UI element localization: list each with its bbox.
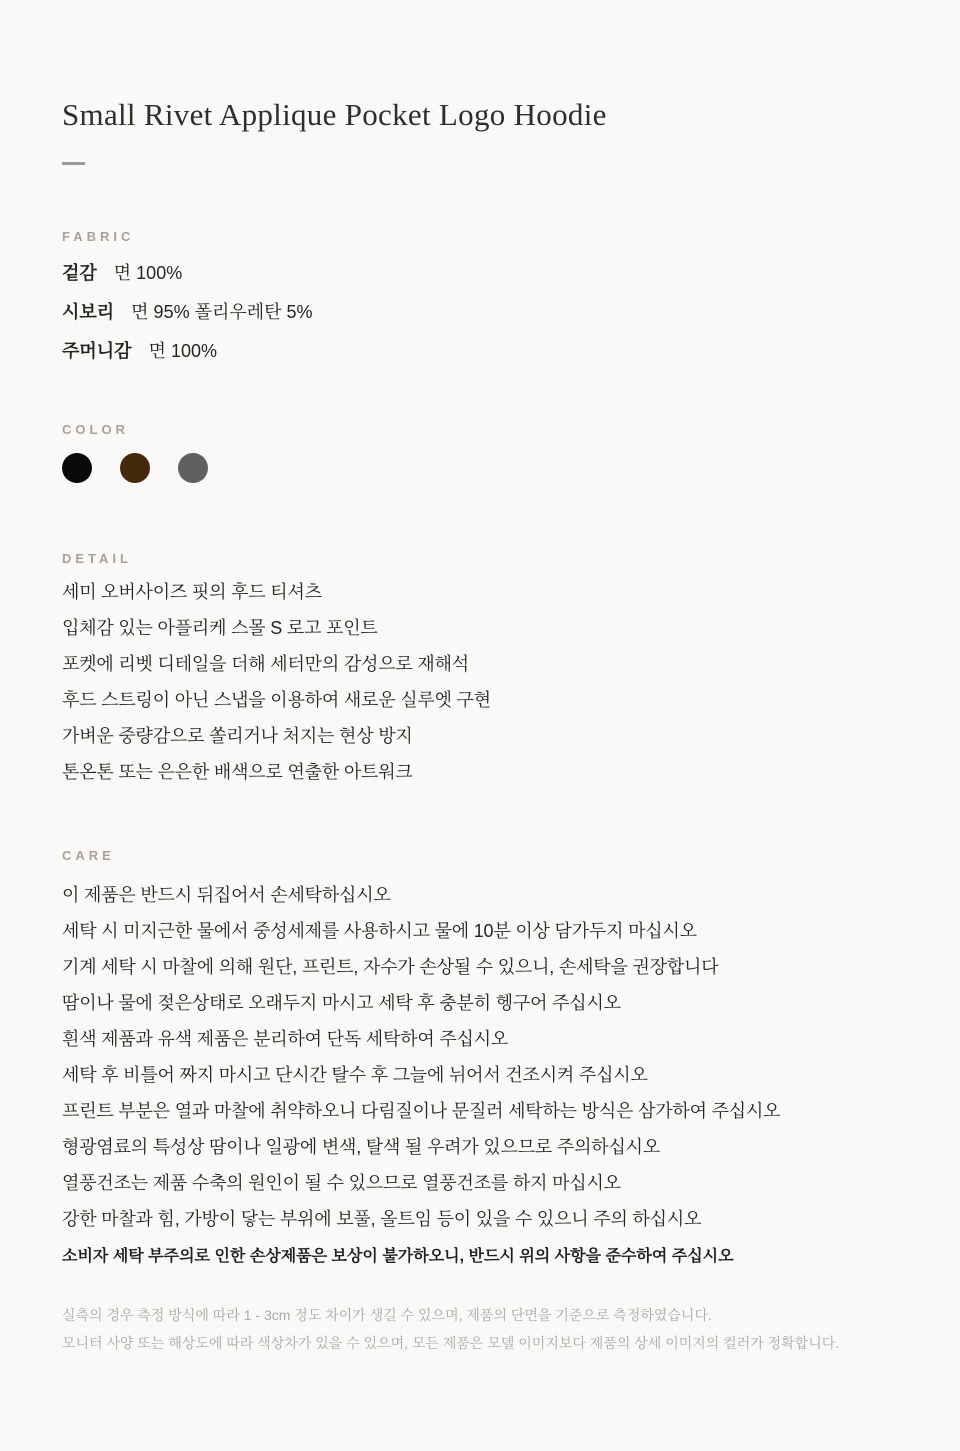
care-lines <box>62 877 898 1237</box>
footer-note-color-accuracy: 모니터 사양 또는 해상도에 따라 색상차가 있을 수 있으며, 모든 제품은 모델 이미지보다 제품의 상세 이미지의 컬러가 정확합니다. <box>62 1335 840 1351</box>
fabric-value: 면 100% <box>113 263 183 283</box>
color-swatch-brown <box>120 453 150 483</box>
care-heading: CARE <box>62 848 115 863</box>
care-line: 강한 마찰과 힘, 가방이 닿는 부위에 보풀, 올트임 등이 있을 수 있으니 주의 하십시오 <box>62 1209 702 1229</box>
detail-line: 후드 스트링이 아닌 스냅을 이용하여 새로운 실루엣 구현 <box>62 690 491 710</box>
color-swatch-gray <box>178 453 208 483</box>
care-line: 세탁 후 비틀어 짜지 마시고 단시간 탈수 후 그늘에 뉘어서 건조시켜 주십시오 <box>62 1065 648 1085</box>
care-line: 프린트 부분은 열과 마찰에 취약하오니 다림질이나 문질러 세탁하는 방식은 삼가하여 주십시오 <box>62 1101 781 1121</box>
color-heading: COLOR <box>62 422 129 437</box>
fabric-value: 면 95% 폴리우레탄 5% <box>131 302 313 322</box>
detail-heading: DETAIL <box>62 551 132 566</box>
color-swatch-row <box>62 453 898 483</box>
detail-line: 가벼운 중량감으로 쏠리거나 처지는 현상 방지 <box>62 726 413 746</box>
care-line: 열풍건조는 제품 수축의 원인이 될 수 있으므로 열풍건조를 하지 마십시오 <box>62 1173 621 1193</box>
care-line: 흰색 제품과 유색 제품은 분리하여 단독 세탁하여 주십시오 <box>62 1029 509 1049</box>
detail-line: 입체감 있는 아플리케 스몰 S 로고 포인트 <box>62 618 378 638</box>
care-line: 형광염료의 특성상 땀이나 일광에 변색, 탈색 될 우려가 있으므로 주의하십시오 <box>62 1137 661 1157</box>
fabric-row-ribbing <box>62 293 898 332</box>
fabric-section <box>62 229 898 371</box>
page-title: Small Rivet Applique Pocket Logo Hoodie <box>62 97 607 132</box>
fabric-value: 면 100% <box>148 341 217 361</box>
title-divider <box>62 162 85 165</box>
care-warning-note: 소비자 세탁 부주의로 인한 손상제품은 보상이 불가하오니, 반드시 위의 사항을 준수하여 주십시오 <box>62 1248 734 1265</box>
detail-line: 톤온톤 또는 은은한 배색으로 연출한 아트워크 <box>62 762 413 782</box>
fabric-heading: FABRIC <box>62 229 135 244</box>
fabric-row-outer <box>62 254 898 293</box>
fabric-rows <box>62 254 898 371</box>
color-section <box>62 422 898 483</box>
fabric-row-pocket <box>62 332 898 371</box>
fabric-label: 겉감 <box>62 263 97 283</box>
footer-note-measurement: 실측의 경우 측정 방식에 따라 1 - 3cm 정도 차이가 생길 수 있으며, 제품의 단면을 기준으로 측정하였습니다. <box>62 1307 712 1323</box>
care-section <box>62 848 898 1268</box>
care-line: 이 제품은 반드시 뒤집어서 손세탁하십시오 <box>62 885 391 905</box>
color-swatch-black <box>62 453 92 483</box>
care-line: 기계 세탁 시 마찰에 의해 원단, 프린트, 자수가 손상될 수 있으니, 손세탁을 권장합니다 <box>62 957 719 977</box>
fabric-label: 주머니감 <box>62 341 132 361</box>
fabric-label: 시보리 <box>62 302 115 322</box>
detail-section <box>62 551 898 790</box>
footer-notes <box>62 1301 898 1357</box>
detail-line: 포켓에 리벳 디테일을 더해 세터만의 감성으로 재해석 <box>62 654 469 674</box>
care-line: 땀이나 물에 젖은상태로 오래두지 마시고 세탁 후 충분히 헹구어 주십시오 <box>62 993 621 1013</box>
detail-line: 세미 오버사이즈 핏의 후드 티셔츠 <box>62 582 322 602</box>
detail-lines <box>62 574 898 790</box>
care-line: 세탁 시 미지근한 물에서 중성세제를 사용하시고 물에 10분 이상 담가두지 마십시오 <box>62 921 697 941</box>
